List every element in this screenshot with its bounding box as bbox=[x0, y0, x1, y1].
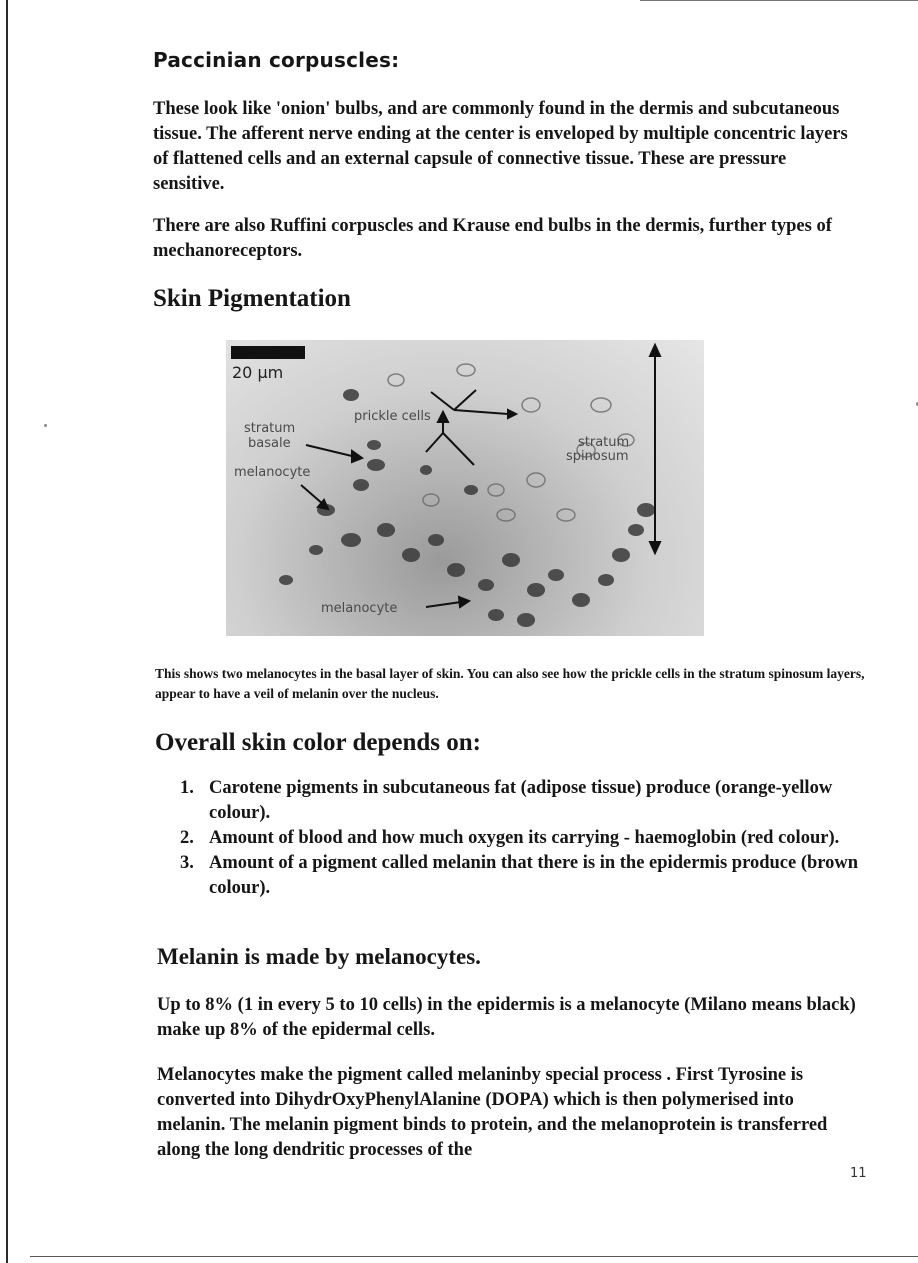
label-stratum-spinosum-2: spinosum bbox=[566, 449, 629, 464]
scan-border-bottom bbox=[30, 1256, 918, 1257]
label-melanocyte-top: melanocyte bbox=[234, 465, 311, 480]
scale-bar-label: 20 µm bbox=[232, 363, 284, 382]
figure-caption: This shows two melanocytes in the basal layer of skin. You can also see how the prickle cells in the stratum spinosum layers, appear to have a veil of melanin over the nucleus. bbox=[155, 666, 865, 701]
heading-melanin: Melanin is made by melanocytes. bbox=[157, 944, 481, 969]
list-item-text: Amount of a pigment called melanin that there is in the epidermis produce (brown colour). bbox=[209, 853, 859, 898]
paragraph-ruffini: There are also Ruffini corpuscles and Krause end bulbs in the dermis, further types of mechanoreceptors. bbox=[153, 216, 832, 261]
list-item-number: 3. bbox=[180, 853, 194, 873]
scan-speck bbox=[44, 424, 47, 427]
list-item bbox=[180, 776, 870, 826]
label-stratum-basale: stratum bbox=[244, 421, 296, 436]
scan-border-top bbox=[640, 0, 918, 1]
list-item bbox=[180, 851, 870, 901]
micrograph-image bbox=[226, 340, 704, 636]
page-number: 11 bbox=[850, 1166, 867, 1181]
heading-overall-skin-color: Overall skin color depends on: bbox=[155, 729, 481, 756]
list-item bbox=[180, 826, 870, 851]
heading-skin-pigmentation: Skin Pigmentation bbox=[153, 285, 351, 312]
scan-border bbox=[6, 0, 8, 1263]
micrograph-figure bbox=[226, 340, 704, 636]
label-prickle-cells: prickle cells bbox=[354, 409, 431, 424]
list-item-number: 2. bbox=[180, 828, 194, 848]
skin-color-factors-list bbox=[180, 776, 870, 901]
label-stratum-basale-2: basale bbox=[248, 436, 291, 451]
list-item-text: Carotene pigments in subcutaneous fat (adipose tissue) produce (orange-yellow colour). bbox=[209, 778, 833, 823]
paragraph-paccinian-description: These look like 'onion' bulbs, and are commonly found in the dermis and subcutaneous tissue. The afferent nerve ending at the center is enveloped by multiple concentric layers of flattened cells and an external capsule of connective tissue. These are pressure sensitive. bbox=[153, 99, 848, 194]
paragraph-up-to-8-percent: Up to 8% (1 in every 5 to 10 cells) in the epidermis is a melanocyte (Milano means black) make up 8% of the epidermal cells. bbox=[157, 995, 856, 1040]
paragraph-melanin-process: Melanocytes make the pigment called melaninby special process . First Tyrosine is converted into DihydrOxyPhenylAlanine (DOPA) which is then polymerised into melanin. The melanin pigment binds to protein, and the melanoprotein is transferred along the long dendritic processes of the bbox=[157, 1065, 828, 1160]
label-melanocyte-bottom: melanocyte bbox=[321, 601, 398, 616]
list-item-text: Amount of blood and how much oxygen its carrying - haemoglobin (red colour). bbox=[209, 828, 840, 848]
label-stratum-spinosum: stratum bbox=[578, 435, 630, 450]
heading-paccinian: Paccinian corpuscles: bbox=[153, 48, 400, 72]
list-item-number: 1. bbox=[180, 778, 194, 798]
